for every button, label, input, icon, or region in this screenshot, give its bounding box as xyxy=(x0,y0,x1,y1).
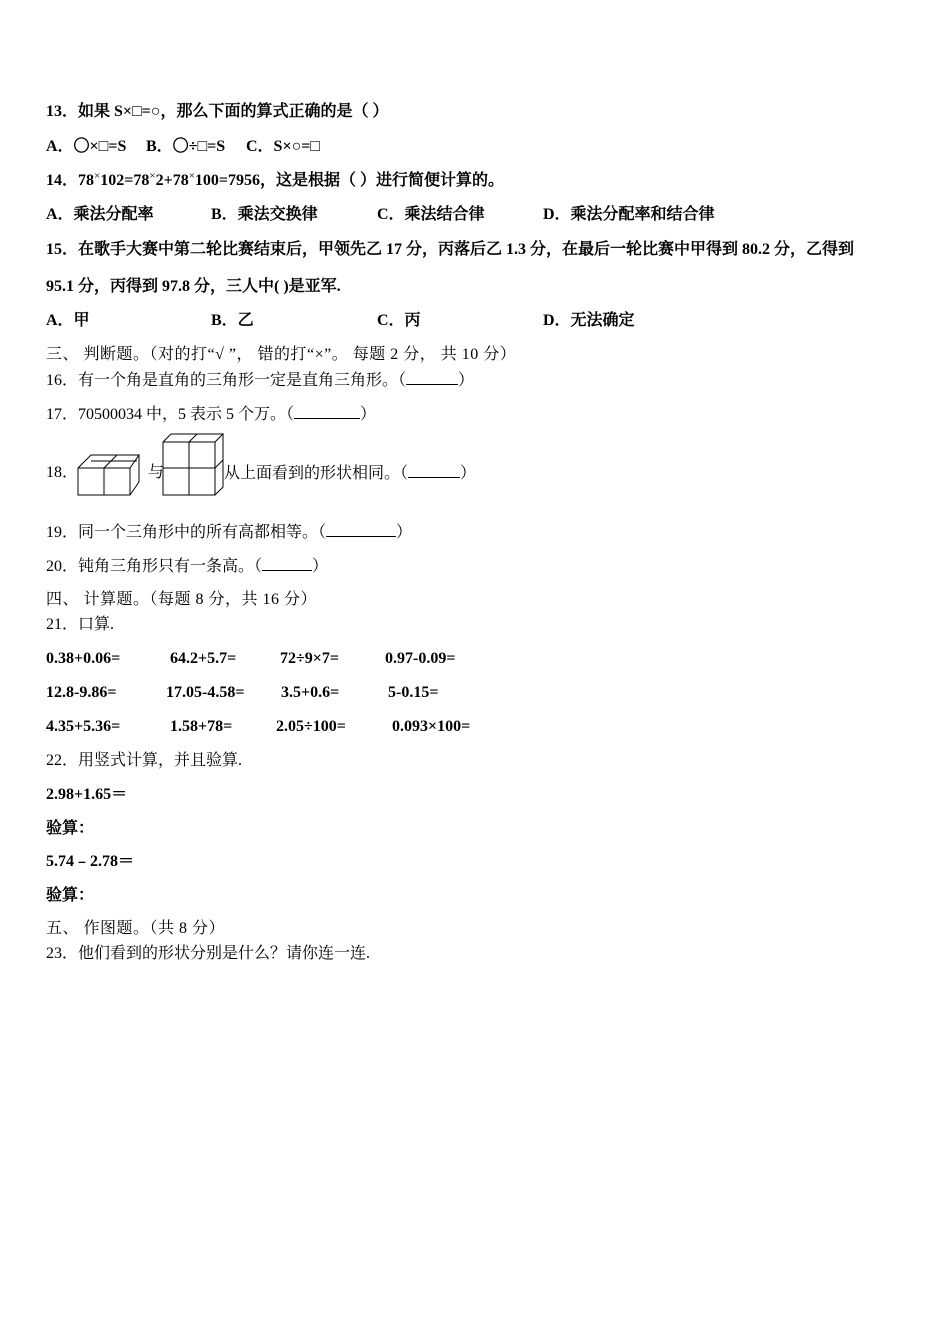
q17-text: 17．70500034 中，5 表示 5 个万。（ xyxy=(46,406,295,423)
cube-figure-2x2 xyxy=(162,433,226,497)
q17 xyxy=(46,404,376,425)
q13-option-b: B．〇÷□=S xyxy=(146,138,226,155)
q22-title: 22．用竖式计算，并且验算. xyxy=(46,752,243,769)
q20-close: ） xyxy=(312,558,329,575)
answer-blank[interactable] xyxy=(406,370,458,385)
q18-text: 从上面看到的形状相同。（ xyxy=(224,465,409,482)
q16-text: 16．有一个角是直角的三角形一定是直角三角形。（ xyxy=(46,372,407,389)
q22-check-label-1: 验算： xyxy=(46,820,95,837)
q16-close: ） xyxy=(458,372,475,389)
q15-option-c: C．丙 xyxy=(377,312,421,329)
q18 xyxy=(224,463,476,484)
q19-close: ） xyxy=(396,524,413,541)
answer-blank[interactable] xyxy=(294,404,360,419)
q20 xyxy=(46,556,328,577)
section-3-heading: 三、 判断题。（对的打“√ ”， 错的打“×”。 每题 2 分， 共 10 分） xyxy=(46,346,517,363)
q19-text: 19．同一个三角形中的所有高都相等。（ xyxy=(46,524,327,541)
section-4-heading: 四、 计算题。（每题 8 分，共 16 分） xyxy=(46,591,318,608)
q18-number: 18． xyxy=(46,464,79,481)
answer-blank[interactable] xyxy=(326,522,396,537)
times-sign: × xyxy=(188,170,195,182)
q14-part1: 78 xyxy=(78,172,95,189)
q23: 23．他们看到的形状分别是什么？请你连一连. xyxy=(46,945,371,962)
q14-stem xyxy=(46,171,504,192)
cube-figure-1x2 xyxy=(77,450,141,498)
q21-title: 21．口算. xyxy=(46,616,115,633)
q13-stem: 13．如果 S×□=○，那么下面的算式正确的是（ ） xyxy=(46,103,389,120)
calc-item: 4.35+5.36= xyxy=(46,718,121,735)
answer-blank[interactable] xyxy=(408,463,460,478)
q13-option-a: A．〇×□=S xyxy=(46,138,127,155)
calc-item: 2.05÷100= xyxy=(276,718,346,735)
q15-stem-line1: 15．在歌手大赛中第二轮比赛结束后，甲领先乙 17 分，丙落后乙 1.3 分，在最后一轮比赛中甲得到 80.2 分，乙得到 xyxy=(46,241,855,258)
q16 xyxy=(46,370,474,391)
section-5-heading: 五、 作图题。（共 8 分） xyxy=(46,920,226,937)
calc-item: 3.5+0.6= xyxy=(281,684,340,701)
calc-item: 5-0.15= xyxy=(388,684,439,701)
q18-close: ） xyxy=(460,465,477,482)
q14-option-a: A．乘法分配率 xyxy=(46,206,154,223)
q13-option-c: C．S×○=□ xyxy=(246,138,321,155)
answer-blank[interactable] xyxy=(262,556,312,571)
q22-expression-1: 2.98+1.65＝ xyxy=(46,786,128,803)
q14-part2: 102=78 xyxy=(100,172,150,189)
q15-option-d: D．无法确定 xyxy=(543,312,635,329)
q15-option-b: B．乙 xyxy=(211,312,254,329)
calc-item: 64.2+5.7= xyxy=(170,650,237,667)
times-sign: × xyxy=(94,170,101,182)
q14-part3: 2+78 xyxy=(155,172,189,189)
q14-option-c: C．乘法结合律 xyxy=(377,206,485,223)
q22-expression-2: 5.74﹣2.78＝ xyxy=(46,853,135,870)
calc-item: 72÷9×7= xyxy=(280,650,340,667)
times-sign: × xyxy=(149,170,156,182)
q14-option-d: D．乘法分配率和结合律 xyxy=(543,206,715,223)
calc-item: 1.58+78= xyxy=(170,718,233,735)
calc-item: 0.97-0.09= xyxy=(385,650,456,667)
q19 xyxy=(46,522,412,543)
calc-item: 0.38+0.06= xyxy=(46,650,121,667)
q15-option-a: A．甲 xyxy=(46,312,90,329)
q18-mid: 与 xyxy=(148,464,165,481)
q17-close: ） xyxy=(360,406,377,423)
calc-item: 0.093×100= xyxy=(392,718,471,735)
q14-part4: 100=7956，这是根据（ ）进行简便计算的。 xyxy=(194,172,505,189)
q22-check-label-2: 验算： xyxy=(46,887,95,904)
q14-number: 14． xyxy=(46,172,79,189)
q14-option-b: B．乘法交换律 xyxy=(211,206,318,223)
calc-item: 12.8-9.86= xyxy=(46,684,117,701)
q20-text: 20．钝角三角形只有一条高。（ xyxy=(46,558,263,575)
q15-stem-line2: 95.1 分，丙得到 97.8 分，三人中( )是亚军. xyxy=(46,278,341,295)
calc-item: 17.05-4.58= xyxy=(166,684,245,701)
